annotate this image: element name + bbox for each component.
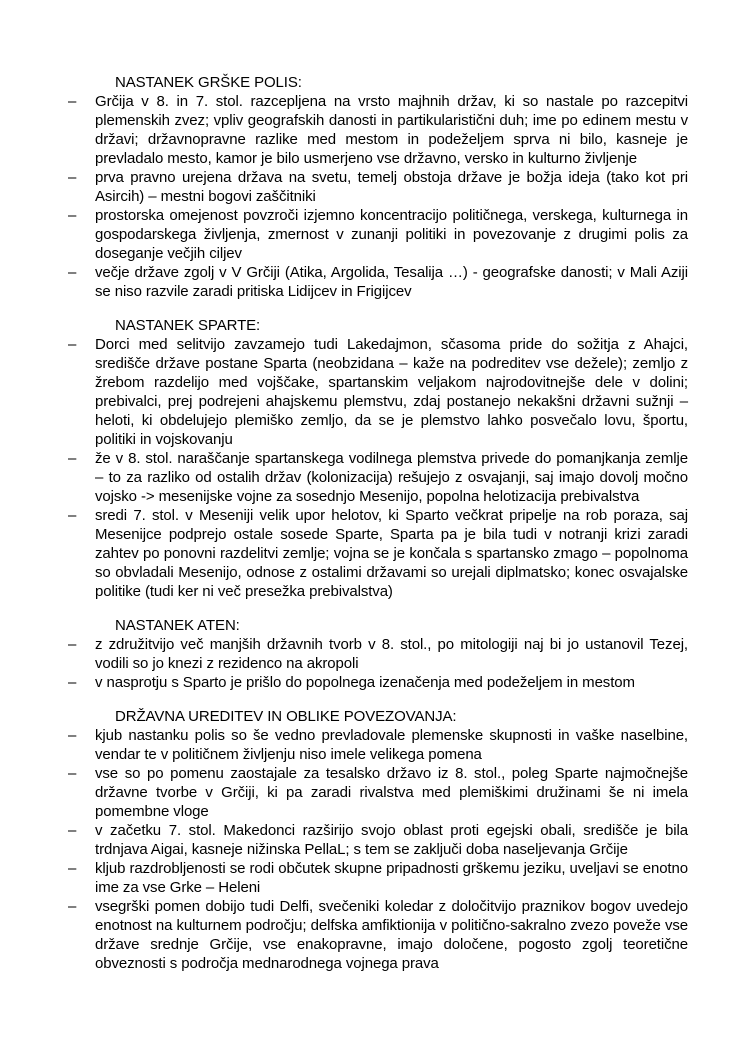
bullet-dash-icon: – xyxy=(68,450,77,467)
bullet-dash-icon: – xyxy=(68,822,77,839)
bullet-dash-icon: – xyxy=(68,636,77,653)
bullet-text: vse so po pomenu zaostajale za tesalsko državo iz 8. stol., poleg Sparte najmočnejše državne tvorbe v Grčiji, ki pa zaradi rivalstva med plemiškimi družinami še ni imela pomembne vloge xyxy=(95,765,688,820)
bullet-text: večje države zgolj v V Grčiji (Atika, Argolida, Tesalija …) - geografske danosti; v Mali Aziji se niso razvile zaradi pritiska Lidijcev in Frigijcev xyxy=(95,264,688,300)
bullet-dash-icon: – xyxy=(68,860,77,877)
list-item xyxy=(68,764,688,821)
list-item xyxy=(68,206,688,263)
bullet-dash-icon: – xyxy=(68,727,77,744)
bullet-dash-icon: – xyxy=(68,507,77,524)
bullet-dash-icon: – xyxy=(68,264,77,281)
bullet-list xyxy=(68,335,688,601)
section-heading: NASTANEK GRŠKE POLIS: xyxy=(115,74,302,91)
bullet-list xyxy=(68,635,688,692)
section-nastanek-aten xyxy=(68,616,688,692)
list-item xyxy=(68,506,688,601)
list-item xyxy=(68,726,688,764)
bullet-text: Dorci med selitvijo zavzamejo tudi Lakedajmon, sčasoma pride do sožitja z Ahajci, središče države postane Sparta (neobzidana – kaže na podreditev vse dežele); zemljo z žrebom razdelijo med vojščake, spartanskim veljakom najrodovitnejše dele v dolini; prebivalci, prej podrejeni ahajskemu plemstvu, zdaj postanejo nekakšni državni sužnji – heloti, ki obdelujejo plemiško zemljo, da se je plemstvo lahko posvečalo lovu, športu, politiki in vojskovanju xyxy=(95,336,688,448)
list-item xyxy=(68,897,688,973)
bullet-text: v nasprotju s Sparto je prišlo do popolnega izenačenja med podeželjem in mestom xyxy=(95,674,635,691)
section-heading: NASTANEK SPARTE: xyxy=(115,317,261,334)
bullet-dash-icon: – xyxy=(68,169,77,186)
bullet-text: v začetku 7. stol. Makedonci razširijo svojo oblast proti egejski obali, središče je bila trdnjava Aigai, kasneje nižinska PellaL; s tem se zaključi doba naseljevanja Grčije xyxy=(95,822,688,858)
list-item xyxy=(68,168,688,206)
list-item xyxy=(68,859,688,897)
list-item xyxy=(68,449,688,506)
list-item xyxy=(68,92,688,168)
bullet-text: že v 8. stol. naraščanje spartanskega vodilnega plemstva privede do pomanjkanja zemlje – to za razliko od ostalih držav (kolonizacija) rešujejo z osvajanji, saj imajo dovolj močno vojsko -> mesenijske vojne za sosednjo Mesenijo, popolna helotizacija prebivalstva xyxy=(95,450,688,505)
section-nastanek-sparte xyxy=(68,316,688,601)
section-nastanek-grske-polis xyxy=(68,73,688,301)
bullet-text: kjub nastanku polis so še vedno prevladovale plemenske skupnosti in vaške naselbine, vendar te v političnem življenju niso imele velikega pomena xyxy=(95,727,688,763)
bullet-dash-icon: – xyxy=(68,207,77,224)
list-item xyxy=(68,821,688,859)
list-item xyxy=(68,673,688,692)
bullet-text: prva pravno urejena država na svetu, temelj obstoja države je božja ideja (tako kot pri Asircih) – mestni bogovi zaščitniki xyxy=(95,169,688,205)
bullet-text: Grčija v 8. in 7. stol. razcepljena na vrsto majhnih držav, ki so nastale po razcepitvi plemenskih zvez; vpliv geografskih danosti in partikularistični duh; ime po edinem mestu v državi; državnopravne razlike med mestom in podeželjem sprva ni bilo, kasneje je prevladalo mesto, kamor je bilo usmerjeno vse državno, versko in kulturno življenje xyxy=(95,93,688,167)
bullet-list xyxy=(68,92,688,301)
list-item xyxy=(68,635,688,673)
section-heading: NASTANEK ATEN: xyxy=(115,617,240,634)
list-item xyxy=(68,335,688,449)
bullet-dash-icon: – xyxy=(68,93,77,110)
bullet-text: prostorska omejenost povzroči izjemno koncentracijo političnega, verskega, kulturnega in gospodarskega življenja, zmernost v zunanji politiki in povezovanje z drugimi polis za doseganje večjih ciljev xyxy=(95,207,688,262)
bullet-text: sredi 7. stol. v Meseniji velik upor helotov, ki Sparto večkrat pripelje na rob poraza, saj Mesenijce podprejo ostale sosede Sparte, Sparta pa je bila tudi v notranji krizi zaradi zahtev po ponovni razdelitvi zemlje; vojna se je končala s spartansko zmago – popolnoma so obvladali Mesenijo, odnose z ostalimi državami so urejali diplmatsko; konec osvajalske politike (tudi ker ni več presežka prebivalstva) xyxy=(95,507,688,600)
list-item xyxy=(68,263,688,301)
bullet-text: z združitvijo več manjših državnih tvorb v 8. stol., po mitologiji naj bi jo ustanovil Tezej, vodili so jo knezi z rezidenco na akropoli xyxy=(95,636,688,672)
bullet-dash-icon: – xyxy=(68,336,77,353)
section-drzavna-ureditev xyxy=(68,707,688,973)
bullet-text: vsegrški pomen dobijo tudi Delfi, svečeniki koledar z določitvijo praznikov bogov uvedejo enotnost na kulturnem področju; delfska amfiktionija v politično-sakralno zvezo poveže vse države srednje Grčije, vse enakopravne, imajo določene, pogosto zgolj teoretične obveznosti s področja mednarodnega vojnega prava xyxy=(95,898,688,972)
bullet-dash-icon: – xyxy=(68,898,77,915)
bullet-text: kljub razdrobljenosti se rodi občutek skupne pripadnosti grškemu jeziku, uveljavi se enotno ime za vse Grke – Heleni xyxy=(95,860,688,896)
bullet-list xyxy=(68,726,688,973)
bullet-dash-icon: – xyxy=(68,674,77,691)
section-heading: DRŽAVNA UREDITEV IN OBLIKE POVEZOVANJA: xyxy=(115,708,457,725)
bullet-dash-icon: – xyxy=(68,765,77,782)
